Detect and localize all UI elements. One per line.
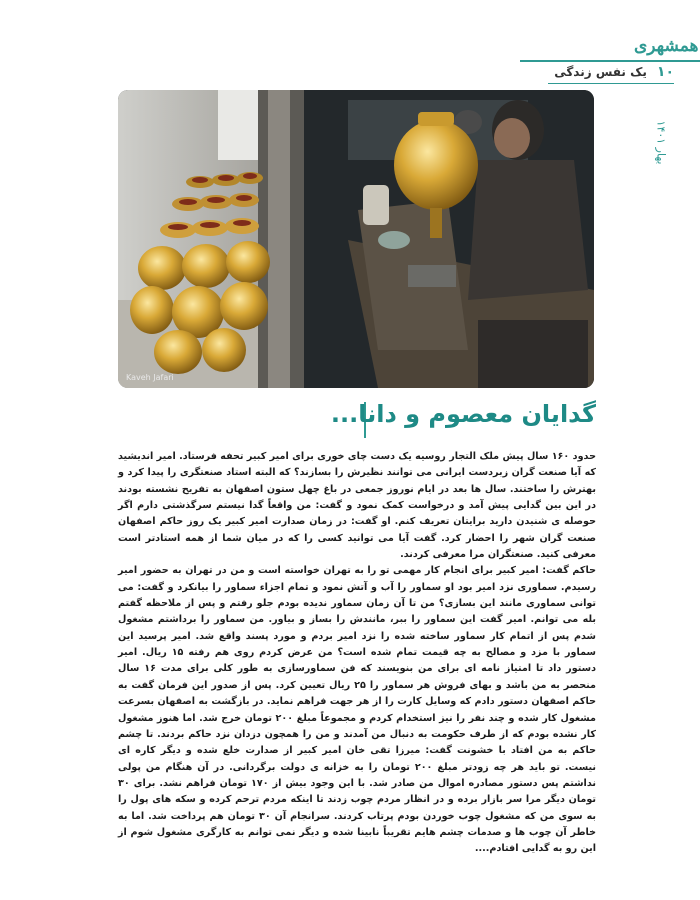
- section-title: یک نفس زندگی: [554, 65, 647, 79]
- issue-text: بهار ۱۴۰۱: [654, 120, 668, 165]
- photo-credit: Kaveh Jafari: [126, 373, 174, 382]
- title-block: [330, 398, 596, 438]
- article-title: گدایان معصوم و دانا...: [330, 400, 596, 428]
- magazine-logo: همشهری: [634, 36, 699, 56]
- page-number: ۱۰: [656, 64, 674, 80]
- article-paragraph: حدود ۱۶۰ سال پیش ملک التجار روسیه یک دست چای خوری برای امیر کبیر تحفه فرستاد. امیر اندیشید که آیا صنعت گران زبردست ایرانی می توانند نظیرش را بسازند؟ که البته استاد صنعتگری را پیدا کرد و بهترش را ساختند. سال ها بعد در ایام نوروز جمعی در باغ چهل ستون اصفهان به تفریح نشسته بودند در این بین گدایی پیش آمد و درخواست کمک نمود و گفت: من واقعاً گدا نیستم سرگذشتی دارم اگر حوصله ی شنیدن دارید برایتان تعریف کنم. او گفت: در زمان صدارت امیر کبیر یک روز حاکم اصفهان صنعت گران شهر را احضار کرد. گفت آیا می توانید کسی را که در میان شما از همه استادتر است معرفی کنید. صنعتگران مرا معرفی کردند.: [118, 451, 597, 561]
- samovar-workshop-image: [118, 90, 594, 388]
- article-paragraph: حاکم گفت: امیر کبیر برای انجام کار مهمی تو را به تهران خواسته است و من در تهران به حضور امیر رسیدم. سماوری نزد امیر بود او سماور را آب و آتش نمود و تمام اجزاء سماور را بیانکرد و گفت: می توانی سماوری مانند این بسازی؟ من تا آن زمان سماور ندیده بودم جلو رفتم و پس از ملاحظه گفتم بله می توانم. امیر گفت این سماور را ببر، مانندش را بساز و بیاور. من سماور را برداشتم مشغول شدم پس از اتمام کار سماور ساخته شده را نزد امیر بردم و مورد پسند واقع شد. امیر پرسید این سماور با مزد و مصالح به چه قیمت تمام شده است؟ من عرض کردم روی هم رفته ۱۵ ریال. امیر دستور داد تا امتیاز نامه ای برای من بنویسند که فن سماورسازی به طور کلی برای مدت ۱۶ سال منحصر به من باشد و بهای فروش هر سماور را ۲۵ ریال تعیین کرد. پس از صدور این فرمان گفت به حاکم اصفهان دستور دادم که وسایل کارت را از هر جهت فراهم نماید. در بازگشت به اصفهان بسرعت مشغول کار شده و چند نفر را نیز استخدام کردم و مجموعاً مبلغ ۲۰۰ تومان خرج شد. اما هنوز مشغول کار نشده بودم که از طرف حکومت به دنبال من آمدند و من را همچون دزدان نزد حاکم بردند. تا چشم حاکم به من افتاد با خشونت گفت: میرزا تقی خان امیر کبیر از صدارت خلع شده و دیگر کاره ای نیست. تو باید هر چه زودتر مبلغ ۲۰۰ تومان را به خزانه ی دولت برگردانی. در آن هنگام من پولی نداشتم پس دستور مصادره اموال من صادر شد. با این وجود بیش از ۱۷۰ تومان فراهم نشد. برای ۳۰ تومان دیگر مرا سر بازار برده و در انظار مردم چوب زدند تا اینکه مردم ترحم کرده و سکه های پول را به سوی من که مشغول چوب خوردن بودم پرتاب کردند. سرانجام آن ۳۰ تومان هم پرداخت شد. اما به خاطر آن چوب ها و صدمات چشم هایم تقریباً نابینا شده و دیگر نمی توانم به کارگری مشغول شوم از این رو به گدایی افتادم....: [118, 565, 596, 855]
- page-header: [548, 62, 674, 82]
- header-underline: [548, 83, 674, 84]
- article-body: [118, 449, 596, 858]
- issue-label: [646, 96, 670, 206]
- article-photo: [118, 90, 594, 388]
